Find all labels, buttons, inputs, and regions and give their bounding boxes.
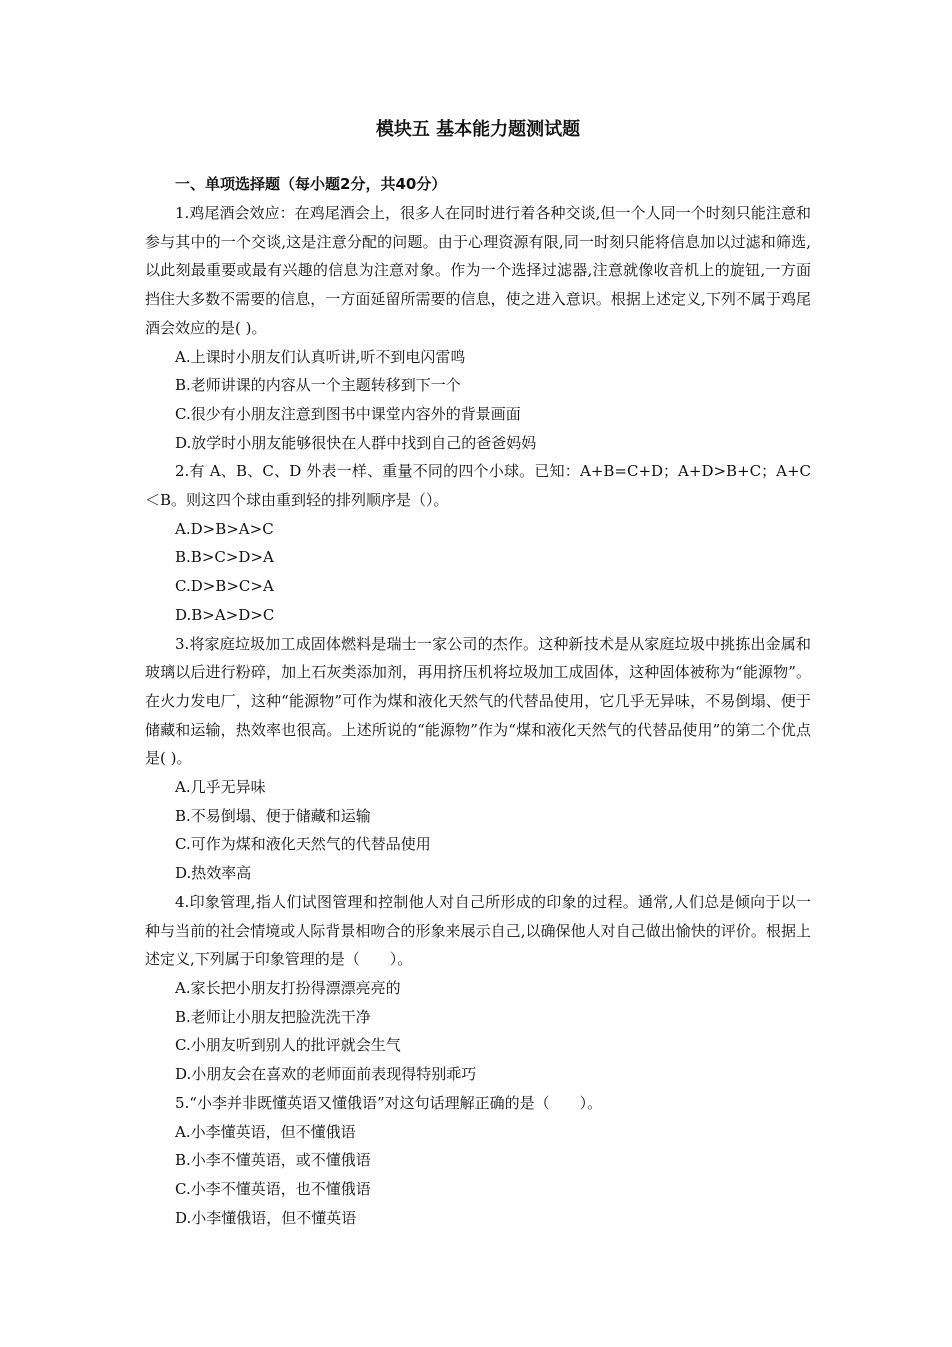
option-b: B.B>C>D>A [175,548,274,567]
option-d: D.B>A>D>C [175,605,275,624]
question-stem: 2.有 A、B、C、D 外表一样、重量不同的四个小球。已知：A+B=C+D；A+D>B+C；A+C＜B。则这四个球由重到轻的排列顺序是（）。 [145,462,811,510]
option-c: C.D>B>C>A [175,577,274,596]
option-a: A.上课时小朋友们认真听讲,听不到电闪雷鸣 [175,347,466,366]
option-d: D.热效率高 [175,864,252,883]
option-c: C.很少有小朋友注意到图书中课堂内容外的背景画面 [175,404,521,423]
option-d: D.小朋友会在喜欢的老师面前表现得特别乖巧 [175,1065,477,1084]
question-stem: 3.将家庭垃圾加工成固体燃料是瑞士一家公司的杰作。这种新技术是从家庭垃圾中挑拣出金属和玻璃以后进行粉碎，加上石灰类添加剂，再用挤压机将垃圾加工成固体，这种固体被称为“能源物”。在火力发电厂，这种“能源物”可作为煤和液化天然气的代替品使用，它几乎无异味，不易倒塌、便于储藏和运输，热效率也很高。上述所说的“能源物”作为“煤和液化天然气的代替品使用”的第二个优点是( )。 [145,634,811,768]
option-list [145,773,811,888]
question-4 [145,888,811,1089]
option-c: C.小李不懂英语，也不懂俄语 [175,1179,371,1198]
page-title: 模块五 基本能力题测试题 [375,119,581,140]
question-stem: 4.印象管理,指人们试图管理和控制他人对自己所形成的印象的过程。通常,人们总是倾向于以一种与当前的社会情境或人际背景相吻合的形象来展示自己,以确保他人对自己做出愉快的评价。根据上述定义,下列属于印象管理的是（ ）。 [145,892,811,969]
option-list [145,974,811,1089]
question-5 [145,1089,811,1233]
option-d: D.放学时小朋友能够很快在人群中找到自己的爸爸妈妈 [175,433,537,452]
question-1 [145,199,811,457]
section-title: 一、单项选择题（每小题2分，共40分） [175,175,447,193]
document-page [145,114,811,1232]
question-stem: 1.鸡尾酒会效应：在鸡尾酒会上，很多人在同时进行着各种交谈,但一个人同一个时刻只能注意和参与其中的一个交谈,这是注意分配的问题。由于心理资源有限,同一时刻只能将信息加以过滤和筛选,以此刻最重要或最有兴趣的信息为注意对象。作为一个选择过滤器,注意就像收音机上的旋钮,一方面挡住大多数不需要的信息，一方面延留所需要的信息，使之进入意识。根据上述定义,下列不属于鸡尾酒会效应的是( )。 [145,204,811,337]
option-list [145,515,811,630]
question-2 [145,457,811,629]
option-d: D.小李懂俄语，但不懂英语 [175,1208,357,1227]
option-a: A.小李懂英语，但不懂俄语 [175,1122,356,1141]
option-b: B.不易倒塌、便于储藏和运输 [175,806,371,825]
option-list [145,343,811,458]
option-b: B.老师讲课的内容从一个主题转移到下一个 [175,376,461,395]
question-3 [145,630,811,888]
option-c: C.小朋友听到别人的批评就会生气 [175,1036,401,1055]
option-a: A.几乎无异味 [175,778,266,797]
option-c: C.可作为煤和液化天然气的代替品使用 [175,835,431,854]
option-list [145,1118,811,1233]
option-a: A.家长把小朋友打扮得漂漂亮亮的 [175,978,401,997]
option-b: B.老师让小朋友把脸洗洗干净 [175,1007,371,1026]
option-a: A.D>B>A>C [175,519,274,538]
question-stem: 5.“小李并非既懂英语又懂俄语”对这句话理解正确的是（ ）。 [175,1093,603,1112]
option-b: B.小李不懂英语，或不懂俄语 [175,1151,371,1170]
